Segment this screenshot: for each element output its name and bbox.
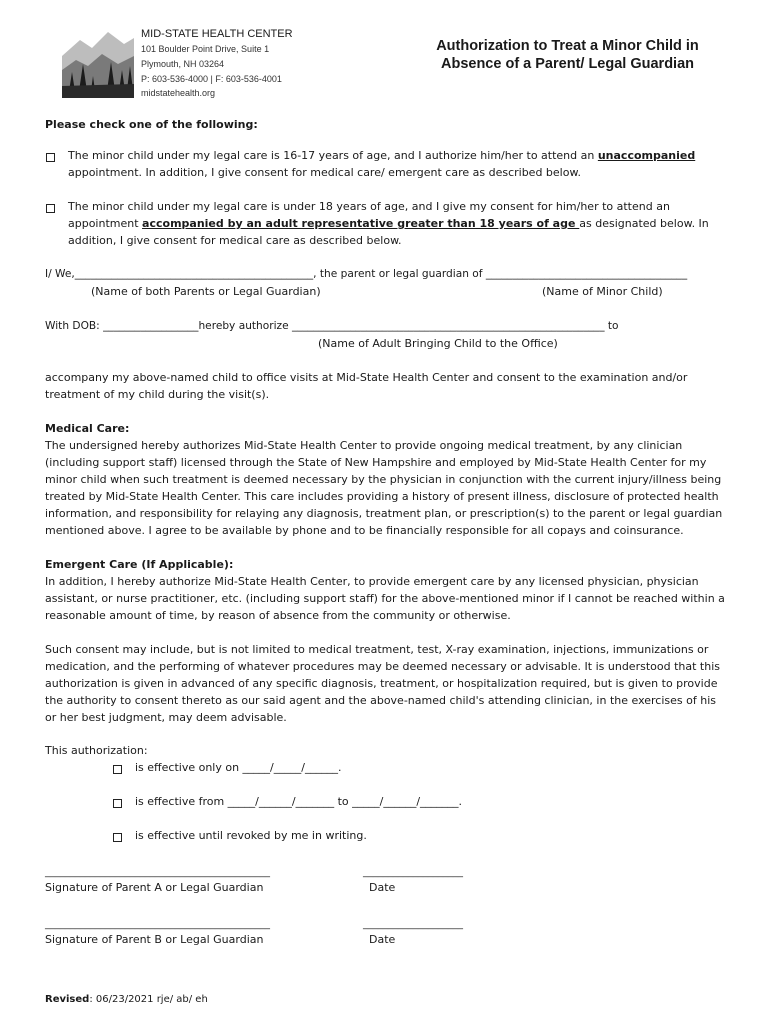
revised-footer	[45, 991, 208, 1008]
date-b-label: Date	[369, 933, 396, 946]
accompanied-emphasis: accompanied by an adult representative greater than 18 years of age	[142, 217, 580, 230]
effective-range-text: is effective from _____/______/_______ to _____/______/_______.	[135, 795, 463, 808]
medical-care-section	[45, 420, 735, 539]
medical-care-line: information, and responsibility for relaying any diagnosis, treatment plan, or prescription(s) to the parent or legal guardian	[45, 507, 723, 520]
date-b-line[interactable]: ____________________	[363, 919, 463, 930]
effective-range-checkbox[interactable]	[113, 799, 122, 808]
signature-b-label: Signature of Parent B or Legal Guardian	[45, 933, 264, 946]
option-accompanied-line-1: The minor child under my legal care is under 18 years of age, and I give my consent for him/her to attend an	[68, 200, 670, 213]
label-adult: (Name of Adult Bringing Child to the Office)	[318, 337, 558, 350]
medical-care-line: treated by Mid-State Health Center. This care includes providing a history of present illness, disclosure of protected health	[45, 490, 719, 503]
authorization-intro: This authorization:	[45, 744, 148, 757]
emergent-care-section	[45, 556, 735, 624]
consent-line: authorization is given in advanced of any specific diagnosis, treatment, or hospitalization required, but is given to provide	[45, 677, 718, 690]
org-address-2: Plymouth, NH 03264	[141, 59, 225, 69]
form-title-line-1: Authorization to Treat a Minor Child in	[436, 38, 699, 54]
org-phone-fax: P: 603-536-4000 | F: 603-536-4001	[141, 74, 282, 84]
consent-section	[45, 641, 735, 726]
mid-state-logo	[62, 26, 134, 98]
label-child: (Name of Minor Child)	[542, 285, 663, 298]
consent-line: Such consent may include, but is not limited to medical treatment, test, X-ray examination, injections, immunizations or	[45, 643, 709, 656]
effective-revoked-text: is effective until revoked by me in writing.	[135, 829, 367, 842]
effective-revoked-checkbox[interactable]	[113, 833, 122, 842]
consent-line: the authority to consent thereto as our said agent and the above-named child's attending clinician, in the exercises of his	[45, 694, 716, 707]
medical-care-line: mentioned above. I agree to be available by phone and to be financially responsible for all copays and coinsurance.	[45, 524, 684, 537]
medical-care-heading: Medical Care:	[45, 422, 130, 435]
emergent-care-line: assistant, or nurse practitioner, etc. (including support staff) for the above-mentioned minor if I cannot be reached within a	[45, 592, 725, 605]
consent-line: or her best judgment, may deem advisable.	[45, 711, 287, 724]
accompany-line-1: accompany my above-named child to office visits at Mid-State Health Center and consent to the examination and/or	[45, 371, 688, 384]
org-name: MID-STATE HEALTH CENTER	[141, 28, 293, 40]
org-website: midstatehealth.org	[141, 88, 216, 98]
emergent-care-line: In addition, I hereby authorize Mid-State Health Center, to provide emergent care by any licensed physician, physician	[45, 575, 699, 588]
emergent-care-line: reasonable amount of time, by reason of absence from the community or otherwise.	[45, 609, 511, 622]
accompany-line-2: treatment of my child during the visit(s).	[45, 388, 270, 401]
option-unaccompanied-text: The minor child under my legal care is 16-17 years of age, and I authorize him/her to attend an	[68, 149, 598, 162]
option-unaccompanied-line-1	[68, 147, 695, 164]
date-a-label: Date	[369, 881, 396, 894]
consent-line: medication, and the performing of whatever procedures may be deemed necessary or advisable. It is understood that this	[45, 660, 720, 673]
option-unaccompanied-checkbox[interactable]	[46, 153, 55, 162]
dob-adult-field-line[interactable]: With DOB: __________________hereby authorize ___________________________________________________________ to	[45, 320, 619, 332]
check-prompt: Please check one of the following:	[45, 118, 258, 131]
unaccompanied-emphasis: unaccompanied	[597, 149, 696, 162]
revised-text: : 06/23/2021 rje/ ab/ eh	[89, 994, 208, 1005]
guardian-child-field-line[interactable]: I/ We,_____________________________________________, the parent or legal guardian of ______________________________________	[45, 268, 688, 280]
option-accompanied-text-pre: appointment	[68, 217, 143, 230]
signature-a-label: Signature of Parent A or Legal Guardian	[45, 881, 264, 894]
option-accompanied-checkbox[interactable]	[46, 204, 55, 213]
option-accompanied-line-2	[68, 215, 709, 232]
option-accompanied-line-3: addition, I give consent for medical care as described below.	[68, 234, 402, 247]
mountain-trees-logo-icon	[62, 26, 134, 98]
medical-care-line: minor child when such treatment is deemed necessary by the physician in conjunction with the current injury/illness being	[45, 473, 722, 486]
emergent-care-heading: Emergent Care (If Applicable):	[45, 558, 234, 571]
org-address-1: 101 Boulder Point Drive, Suite 1	[141, 44, 270, 54]
form-title	[400, 37, 735, 73]
effective-only-text: is effective only on _____/_____/______.	[135, 761, 342, 774]
option-unaccompanied-line-2: appointment. In addition, I give consent for medical care/ emergent care as described below.	[68, 166, 581, 179]
medical-care-line: (including support staff) licensed through the State of New Hampshire and employed by Mid-State Health Center for my	[45, 456, 707, 469]
form-title-line-2: Absence of a Parent/ Legal Guardian	[440, 56, 694, 72]
signature-b-line[interactable]: _____________________________________________	[45, 919, 270, 930]
medical-care-line: The undersigned hereby authorizes Mid-State Health Center to provide ongoing medical treatment, by any clinician	[45, 439, 683, 452]
label-parents: (Name of both Parents or Legal Guardian)	[91, 285, 321, 298]
date-a-line[interactable]: ____________________	[363, 867, 463, 878]
revised-label: Revised	[45, 994, 90, 1005]
option-accompanied-text-post: as designated below. In	[579, 217, 709, 230]
signature-a-line[interactable]: _____________________________________________	[45, 867, 270, 878]
effective-only-checkbox[interactable]	[113, 765, 122, 774]
